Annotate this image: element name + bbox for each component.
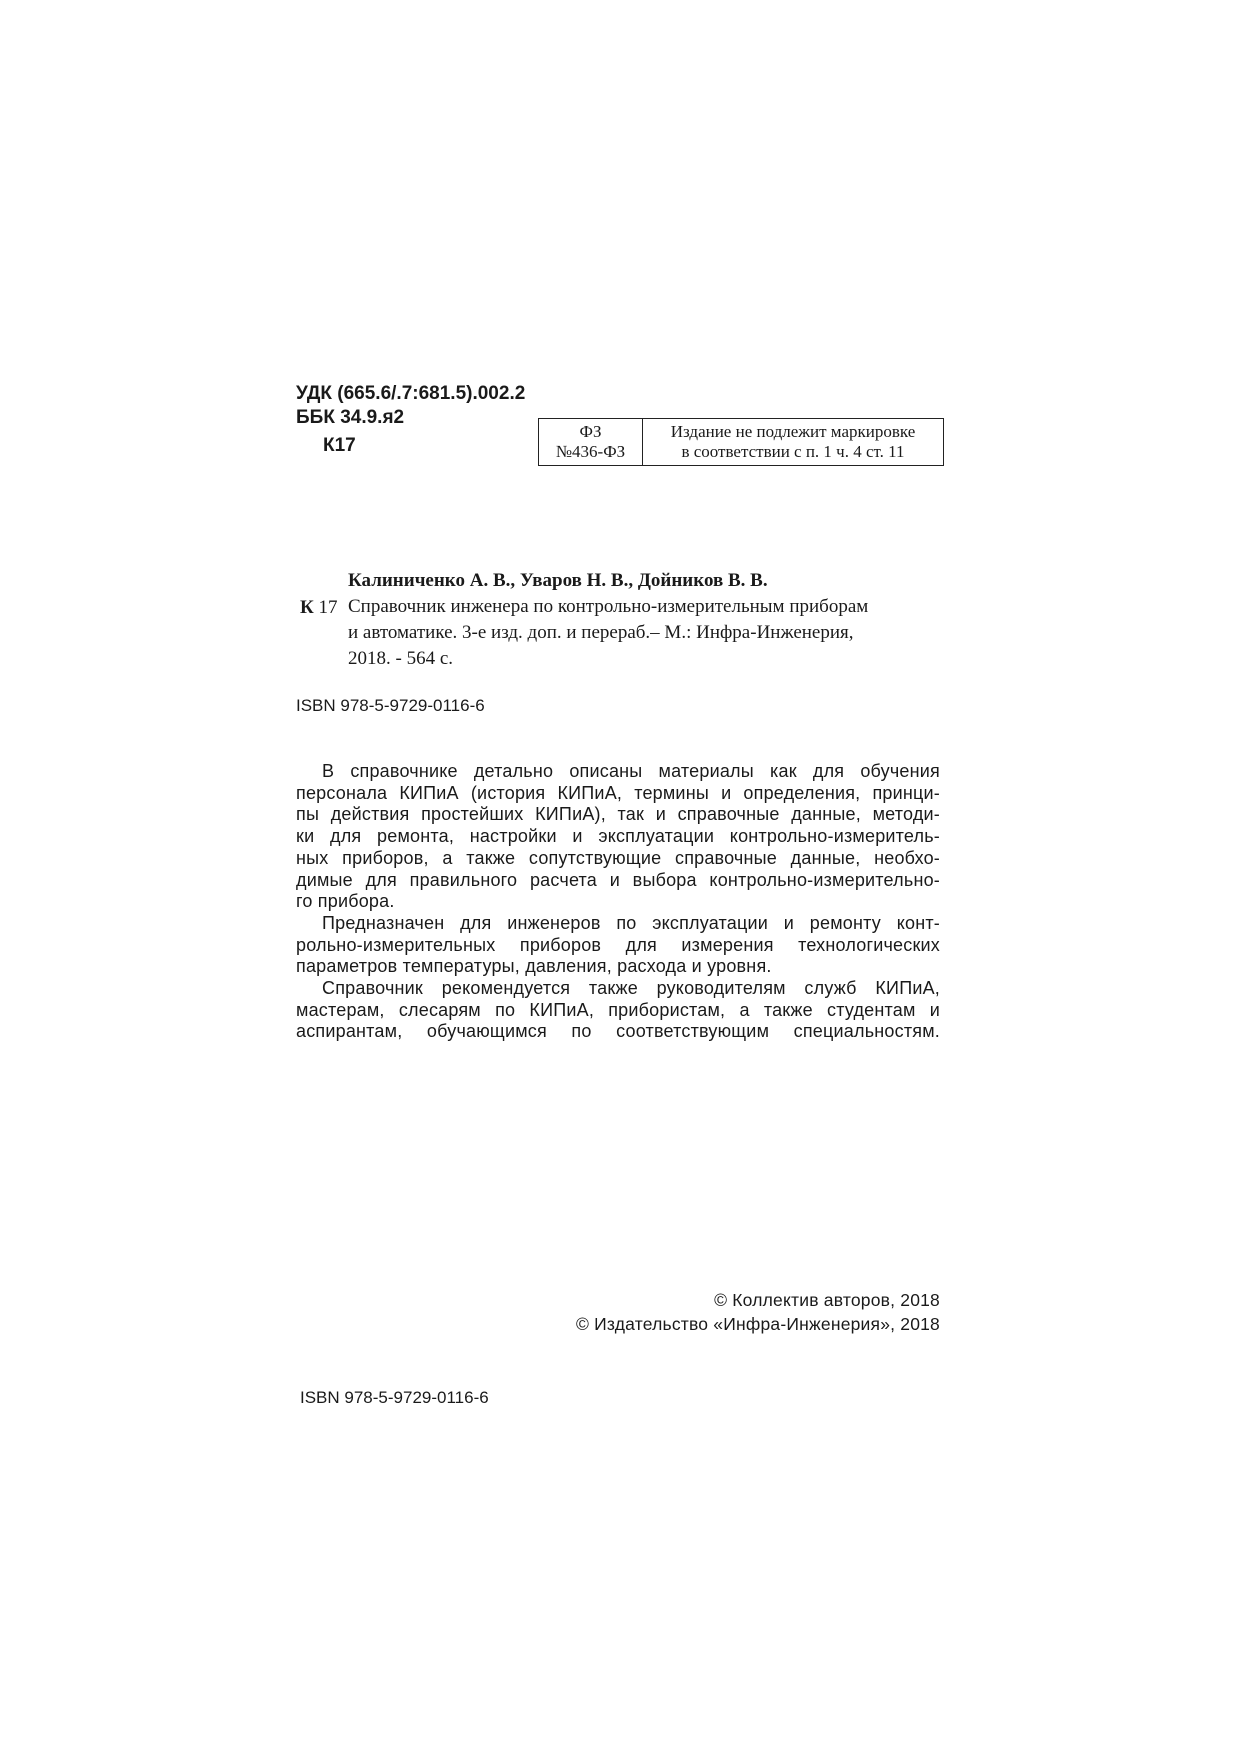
author-sign-code: К17 xyxy=(323,435,356,456)
abstract-line: Предназначен для инженеров по эксплуатации и ремонту конт- xyxy=(322,912,940,933)
abstract-line: рольно-измерительных приборов для измерения технологических xyxy=(296,934,940,955)
bbk-code: ББК 34.9.я2 xyxy=(296,407,405,428)
abstract-paragraph-2 xyxy=(296,913,940,978)
abstract xyxy=(296,761,940,1043)
law-text-line-2: в соответствии с п. 1 ч. 4 ст. 11 xyxy=(681,442,905,461)
abstract-line: параметров температуры, давления, расхода и уровня. xyxy=(296,956,772,977)
abstract-line: димые для правильного расчета и выбора контрольно-измерительно- xyxy=(296,869,940,890)
law-label: ФЗ xyxy=(579,422,602,441)
abstract-line: ных приборов, а также сопутствующие справочные данные, необхо- xyxy=(296,847,940,868)
law-notice-box xyxy=(538,418,944,466)
abstract-line: аспирантам, обучающимся по соответствующим специальностям. xyxy=(296,1021,940,1042)
copyright-publisher: © Издательство «Инфра-Инженерия», 2018 xyxy=(575,1314,940,1334)
law-reference-cell xyxy=(539,419,643,465)
abstract-line: мастерам, слесарям по КИПиА, прибористам, а также студентам и xyxy=(296,999,940,1020)
law-text-cell xyxy=(643,419,943,465)
abstract-line: В справочнике детально описаны материалы как для обучения xyxy=(322,761,940,781)
isbn-bottom: ISBN 978-5-9729-0116-6 xyxy=(300,1388,489,1407)
isbn-top: ISBN 978-5-9729-0116-6 xyxy=(296,696,485,715)
bibliographic-index xyxy=(300,597,338,619)
abstract-line: го прибора. xyxy=(296,891,395,912)
abstract-line: пы действия простейших КИПиА), так и справочные данные, методи- xyxy=(296,804,940,825)
udk-code: УДК (665.6/.7:681.5).002.2 xyxy=(296,383,526,404)
law-text-line-1: Издание не подлежит маркировке xyxy=(670,422,916,441)
bibliographic-line-2: и автоматике. 3-е изд. доп. и перераб.– М.: Инфра-Инженерия, xyxy=(348,622,854,643)
abstract-line: ки для ремонта, настройки и эксплуатации контрольно-измеритель- xyxy=(296,826,940,847)
copyright-authors: © Коллектив авторов, 2018 xyxy=(714,1290,940,1310)
abstract-line: Справочник рекомендуется также руководителям служб КИПиА, xyxy=(322,978,940,999)
abstract-paragraph-3 xyxy=(296,978,940,1043)
index-letter: К xyxy=(300,597,314,618)
bibliographic-line-3: 2018. - 564 с. xyxy=(348,648,454,669)
bibliographic-line-1: Справочник инженера по контрольно-измерительным приборам xyxy=(348,596,869,617)
law-number: №436-ФЗ xyxy=(555,442,626,461)
index-number: 17 xyxy=(318,597,338,618)
abstract-paragraph-1 xyxy=(296,761,940,913)
abstract-line: персонала КИПиА (история КИПиА, термины и определения, принци- xyxy=(296,782,940,803)
authors: Калиниченко А. В., Уваров Н. В., Дойников В. В. xyxy=(348,570,768,591)
